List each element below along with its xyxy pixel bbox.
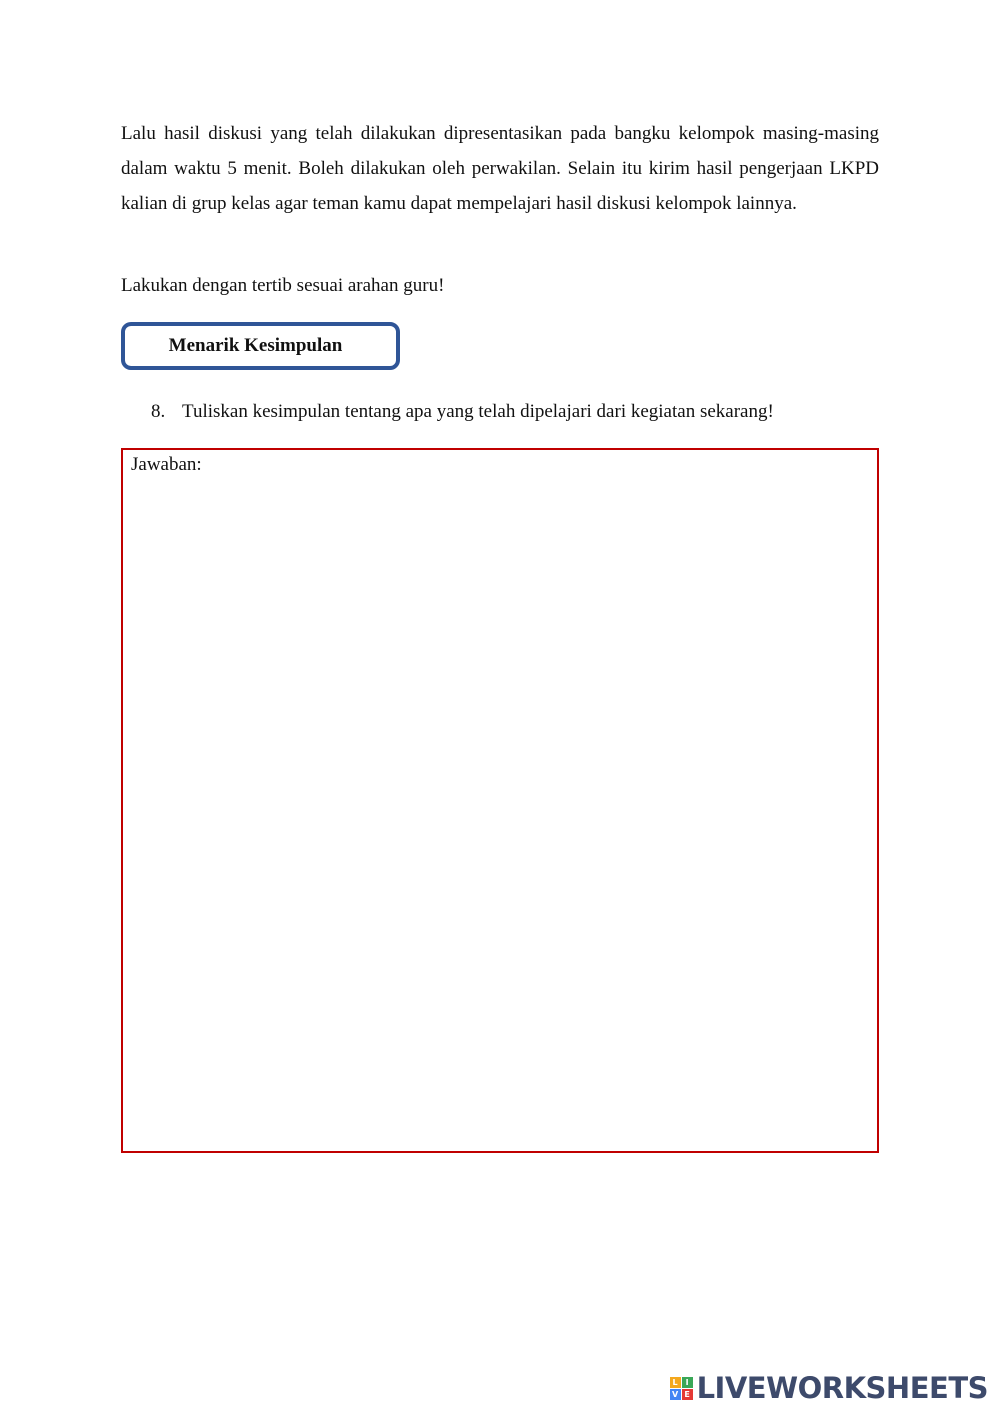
instruction-paragraph: Lalu hasil diskusi yang telah dilakukan dipresentasikan pada bangku kelompok masing-masing dalam waktu 5 menit. Boleh dilakukan oleh perwakilan. Selain itu kirim hasil pengerjaan LKPD kalian di grup kelas agar teman kamu dapat mempelajari hasil diskusi kelompok lainnya. — [121, 123, 879, 214]
question-number: 8. — [151, 401, 166, 422]
instruction-reminder: Lakukan dengan tertib sesuai arahan guru! — [121, 275, 445, 296]
answer-box[interactable] — [121, 448, 879, 1153]
brand-name: LIVEWORKSHEETS — [696, 1371, 988, 1405]
answer-label: Jawaban: — [131, 454, 202, 475]
liveworksheets-logo-icon — [670, 1377, 693, 1400]
question-item — [151, 396, 774, 428]
logo-letter-e: E — [682, 1389, 693, 1400]
section-header-box — [121, 322, 400, 370]
question-text: Tuliskan kesimpulan tentang apa yang telah dipelajari dari kegiatan sekarang! — [182, 401, 774, 422]
logo-letter-v: V — [670, 1389, 681, 1400]
liveworksheets-brand — [670, 1370, 988, 1406]
logo-letter-l: L — [670, 1377, 681, 1388]
logo-letter-i: I — [682, 1377, 693, 1388]
section-title: Menarik Kesimpulan — [168, 335, 343, 356]
